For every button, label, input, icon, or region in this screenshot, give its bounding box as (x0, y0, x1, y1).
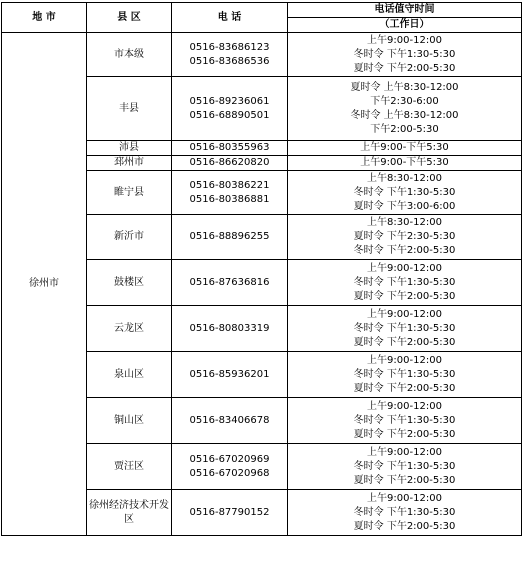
phone-number: 0516-80386881 (189, 193, 270, 205)
hours-line: 上午9:00-12:00 (367, 308, 442, 320)
hours-line: 上午9:00-12:00 (367, 34, 442, 46)
phone-cell (172, 77, 288, 141)
city-cell: 徐州市 (2, 33, 87, 536)
hours-line: 上午9:00-12:00 (367, 354, 442, 366)
hours-line: 上午9:00-12:00 (367, 446, 442, 458)
hours-cell (288, 171, 522, 215)
district-cell: 新沂市 (87, 215, 172, 260)
district-cell: 泉山区 (87, 352, 172, 398)
duty-phone-table (1, 2, 522, 536)
hours-line: 下午2:30-6:00 (370, 95, 439, 107)
hours-line: 上午9:00-12:00 (367, 492, 442, 504)
hours-cell (288, 33, 522, 77)
hours-line: 下午2:00-5:30 (370, 123, 439, 135)
hours-line: 上午9:00-下午5:30 (360, 157, 449, 168)
hours-line: 冬时令 下午1:30-5:30 (353, 276, 456, 288)
header-hours-sub: （工作日） (288, 18, 522, 33)
hours-line: 夏时令 下午2:00-5:30 (353, 382, 456, 394)
hours-line: 夏时令 下午3:00-6:00 (353, 200, 456, 212)
district-cell: 云龙区 (87, 306, 172, 352)
hours-line: 夏时令 下午2:30-5:30 (353, 231, 456, 242)
header-district: 县 区 (87, 3, 172, 33)
hours-line: 夏时令 下午2:00-5:30 (353, 428, 456, 440)
hours-cell (288, 77, 522, 141)
hours-line: 夏时令 下午2:00-5:30 (353, 474, 456, 486)
hours-line: 夏时令 下午2:00-5:30 (353, 62, 456, 74)
phone-cell (172, 398, 288, 444)
phone-number: 0516-86620820 (189, 157, 270, 168)
phone-number: 0516-89236061 (189, 95, 270, 107)
table-row (2, 33, 522, 77)
district-cell: 丰县 (87, 77, 172, 141)
hours-cell (288, 306, 522, 352)
phone-number: 0516-67020969 (189, 453, 270, 465)
hours-cell (288, 444, 522, 490)
hours-cell (288, 156, 522, 171)
hours-line: 夏时令 下午2:00-5:30 (353, 520, 456, 532)
phone-cell (172, 215, 288, 260)
hours-line: 上午9:00-12:00 (367, 400, 442, 412)
district-cell: 贾汪区 (87, 444, 172, 490)
phone-number: 0516-88896255 (189, 231, 270, 242)
district-cell: 鼓楼区 (87, 260, 172, 306)
phone-cell (172, 306, 288, 352)
hours-line: 冬时令 下午2:00-5:30 (353, 245, 456, 256)
phone-cell (172, 260, 288, 306)
phone-cell (172, 171, 288, 215)
table-body (2, 33, 522, 536)
phone-cell (172, 33, 288, 77)
hours-line: 冬时令 下午1:30-5:30 (353, 368, 456, 380)
hours-line: 冬时令 下午1:30-5:30 (353, 186, 456, 198)
phone-cell (172, 490, 288, 536)
district-cell: 徐州经济技术开发区 (87, 490, 172, 536)
phone-number: 0516-83686536 (189, 55, 270, 67)
phone-number: 0516-80355963 (189, 142, 270, 153)
district-cell: 睢宁县 (87, 171, 172, 215)
district-cell: 邳州市 (87, 156, 172, 171)
hours-line: 冬时令 下午1:30-5:30 (353, 506, 456, 518)
hours-line: 上午9:00-12:00 (367, 262, 442, 274)
phone-number: 0516-83406678 (189, 414, 270, 426)
hours-line: 夏时令 上午8:30-12:00 (350, 81, 459, 93)
phone-number: 0516-85936201 (189, 368, 270, 380)
phone-cell (172, 352, 288, 398)
header-phone: 电 话 (172, 3, 288, 33)
phone-number: 0516-67020968 (189, 467, 270, 479)
hours-line: 上午8:30-12:00 (367, 217, 442, 228)
phone-number: 0516-87636816 (189, 276, 270, 288)
hours-line: 夏时令 下午2:00-5:30 (353, 290, 456, 302)
hours-cell (288, 352, 522, 398)
hours-line: 冬时令 上午8:30-12:00 (350, 109, 459, 121)
phone-number: 0516-68890501 (189, 109, 270, 121)
hours-line: 夏时令 下午2:00-5:30 (353, 336, 456, 348)
hours-cell (288, 215, 522, 260)
hours-line: 冬时令 下午1:30-5:30 (353, 48, 456, 60)
hours-cell (288, 141, 522, 156)
phone-number: 0516-80386221 (189, 179, 270, 191)
district-cell: 铜山区 (87, 398, 172, 444)
hours-cell (288, 490, 522, 536)
hours-cell (288, 398, 522, 444)
district-cell: 沛县 (87, 141, 172, 156)
hours-line: 冬时令 下午1:30-5:30 (353, 414, 456, 426)
hours-line: 上午9:00-下午5:30 (360, 142, 449, 153)
phone-number: 0516-87790152 (189, 506, 270, 518)
header-hours-title: 电话值守时间 (288, 3, 522, 18)
header-city: 地 市 (2, 3, 87, 33)
phone-number: 0516-80803319 (189, 322, 270, 334)
hours-line: 上午8:30-12:00 (367, 172, 442, 184)
district-cell: 市本级 (87, 33, 172, 77)
phone-cell (172, 156, 288, 171)
phone-cell (172, 141, 288, 156)
hours-line: 冬时令 下午1:30-5:30 (353, 460, 456, 472)
phone-cell (172, 444, 288, 490)
hours-line: 冬时令 下午1:30-5:30 (353, 322, 456, 334)
phone-number: 0516-83686123 (189, 41, 270, 53)
hours-cell (288, 260, 522, 306)
